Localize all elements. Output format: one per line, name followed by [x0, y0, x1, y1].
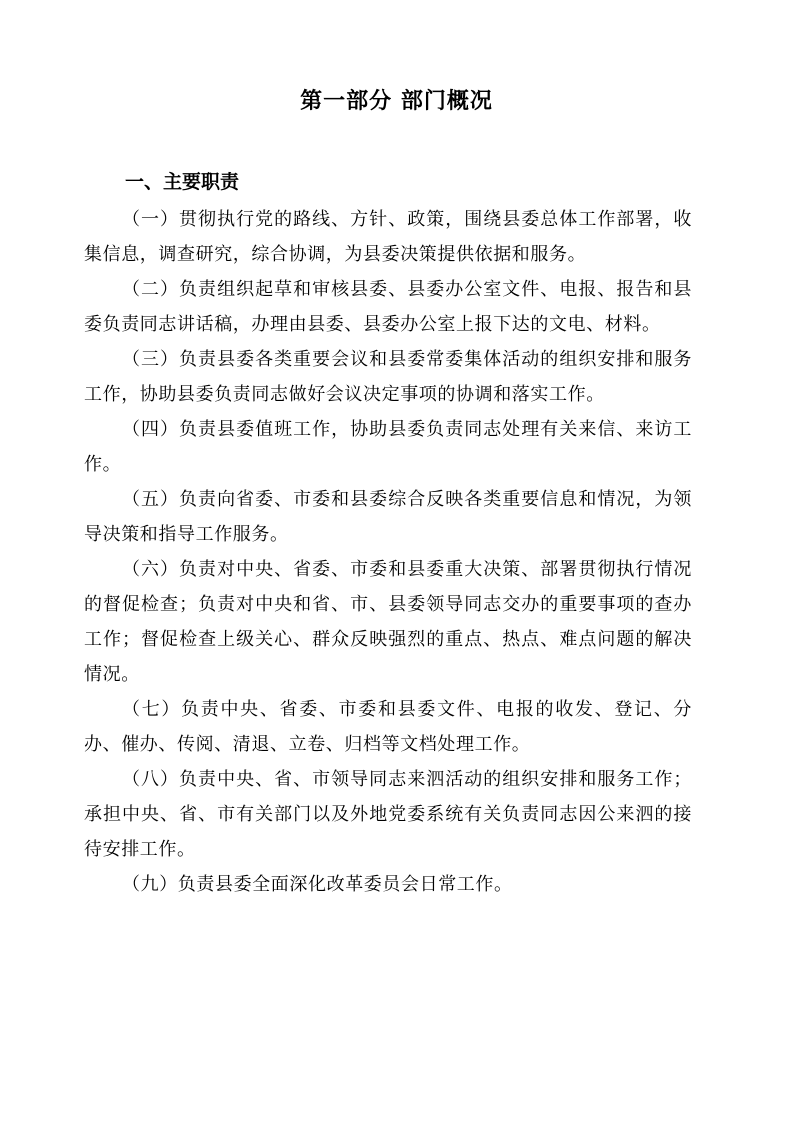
paragraph-3: （三）负责县委各类重要会议和县委常委集体活动的组织安排和服务工作，协助县委负责同志做好会议决定事项的协调和落实工作。	[84, 349, 692, 405]
body-text	[84, 202, 692, 902]
paragraph-4: （四）负责县委值班工作，协助县委负责同志处理有关来信、来访工作。	[84, 419, 692, 475]
paragraph-8: （八）负责中央、省、市领导同志来泗活动的组织安排和服务工作；承担中央、省、市有关部门以及外地党委系统有关负责同志因公来泗的接待安排工作。	[84, 769, 692, 860]
paragraph-9: （九）负责县委全面深化改革委员会日常工作。	[122, 874, 513, 895]
paragraph-2: （二）负责组织起草和审核县委、县委办公室文件、电报、报告和县委负责同志讲话稿，办理由县委、县委办公室上报下达的文电、材料。	[84, 279, 692, 335]
paragraph-1: （一）贯彻执行党的路线、方针、政策，围绕县委总体工作部署，收集信息，调查研究，综合协调，为县委决策提供依据和服务。	[84, 209, 692, 265]
section-heading: 一、主要职责	[125, 171, 240, 193]
paragraph-5: （五）负责向省委、市委和县委综合反映各类重要信息和情况，为领导决策和指导工作服务。	[84, 489, 692, 545]
paragraph-6: （六）负责对中央、省委、市委和县委重大决策、部署贯彻执行情况的督促检查；负责对中央和省、市、县委领导同志交办的重要事项的查办工作；督促检查上级关心、群众反映强烈的重点、热点、难点问题的解决情况。	[84, 559, 692, 685]
page-title: 第一部分 部门概况	[300, 89, 493, 114]
paragraph-7: （七）负责中央、省委、市委和县委文件、电报的收发、登记、分办、催办、传阅、清退、立卷、归档等文档处理工作。	[84, 699, 692, 755]
